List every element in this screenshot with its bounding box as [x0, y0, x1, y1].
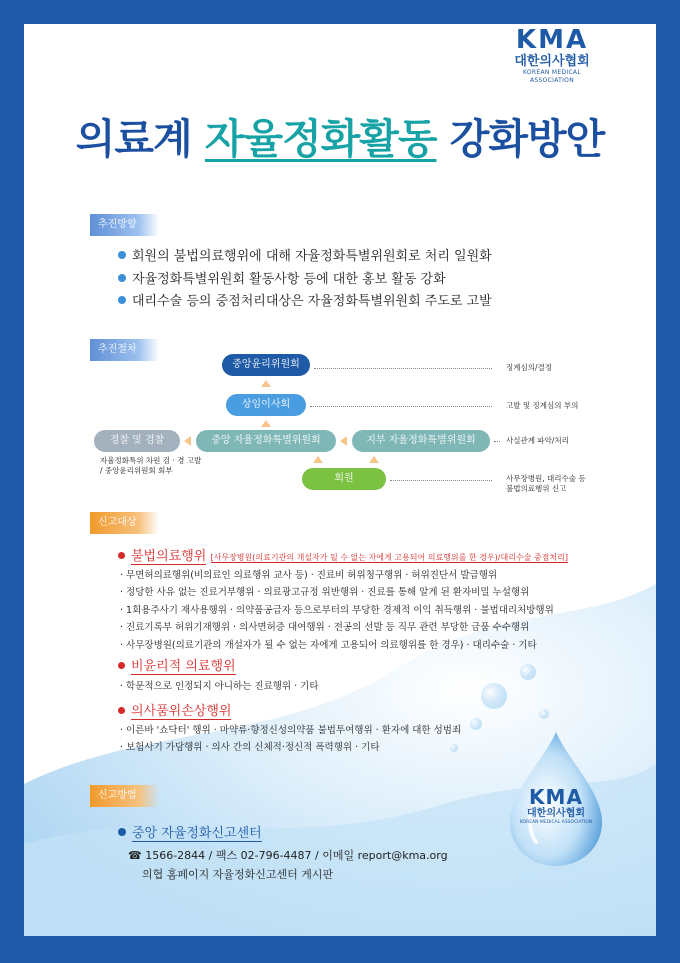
bullet-icon	[118, 251, 126, 259]
bullet-icon	[118, 828, 126, 836]
damage-items	[120, 722, 461, 757]
list-item: · 이른바 '쇼닥터' 행위 · 마약류·향정신성의약품 불법투여행위 · 환자에 대한 성범죄	[120, 725, 462, 736]
drop-logo-mark: KMA	[529, 785, 583, 809]
bubble	[520, 664, 536, 680]
bullet-icon	[118, 707, 125, 714]
bullet-icon	[118, 274, 126, 282]
list-item: · 무면허의료행위(비의료인 의료행위 교사 등) · 진료비 허위청구행위 · 허위진단서 발급행위	[120, 570, 498, 581]
illegal-heading: 불법의료행위 [사무장병원(의료기관의 개설자가 될 수 없는 자에게 고용되어 의료행위를 한 경우)/대리수술 중점처리]	[118, 548, 568, 567]
bullet-icon	[118, 296, 126, 304]
targets-tab: 신고대상	[90, 512, 159, 534]
unethical-heading: 비윤리적 의료행위	[118, 658, 236, 676]
list-item: · 학문적으로 인정되지 아니하는 진료행위 · 기타	[120, 681, 319, 692]
note-police: 자율정화특위 차원 검 · 경 고발 / 중앙윤리위원회 회부	[100, 456, 202, 475]
arrow-up-icon	[369, 456, 379, 463]
direction-list	[118, 246, 492, 314]
box-branch-committee: 지부 자율정화특별위원회	[352, 430, 490, 452]
method-tab: 신고방법	[90, 785, 159, 807]
list-item: · 보험사기 가담행위 · 의사 간의 신체적·정신적 폭력행위 · 기타	[120, 742, 380, 754]
title-highlight: 자율정화활동	[204, 115, 437, 163]
damage-heading: 의사품위손상행위	[118, 703, 231, 721]
arrow-left-icon	[340, 436, 347, 446]
report-center-heading: 중앙 자율정화신고센터	[118, 825, 262, 843]
title-part1: 의료계	[75, 115, 192, 163]
note-ethics: 징계심의/결정	[506, 363, 552, 372]
list-item: · 진료기록부 허위기재행위 · 의사면허증 대여행위 · 전공의 선발 등 직무 관련 부당한 금품 수수행위	[120, 622, 530, 634]
list-item: 대리수술 등의 중점처리대상은 자율정화특별위원회 주도로 고발	[118, 291, 492, 314]
illegal-items	[120, 567, 554, 654]
kma-logo	[500, 26, 604, 85]
list-item: · 1회용주사기 재사용행위 · 의약품공급자 등으로부터의 부당한 경제적 이익 취득행위 · 불법대리처방행위	[120, 604, 554, 616]
list-item: · 정당한 사유 없는 진료거부행위 · 의료광고규정 위반행위 · 진료를 통해 알게 된 환자비밀 누설행위	[120, 587, 530, 599]
connector-line	[494, 441, 500, 442]
note-board: 고발 및 징계심의 부의	[506, 401, 579, 410]
connector-line	[310, 406, 492, 407]
arrow-up-icon	[261, 420, 271, 427]
box-ethics-committee: 중앙윤리위원회	[222, 354, 310, 376]
bullet-icon	[118, 662, 125, 669]
bubble	[470, 718, 482, 730]
bullet-icon	[118, 552, 125, 559]
list-item: 자율정화특별위원회 활동사항 등에 대한 홍보 활동 강화	[118, 269, 492, 292]
bubble	[539, 709, 549, 719]
logo-name-en: KOREAN MEDICAL ASSOCIATION	[523, 69, 581, 84]
box-central-committee: 중앙 자율정화특별위원회	[196, 430, 336, 452]
direction-tab: 추진방향	[90, 214, 159, 236]
contact-info: ☎ 1566-2844 / 팩스 02-796-4487 / 이메일 report@kma.org	[128, 849, 448, 862]
web-board-info: 의협 홈페이지 자율정화신고센터 게시판	[142, 868, 334, 881]
arrow-left-icon	[184, 436, 191, 446]
list-item: · 사무장병원(의료기관의 개설자가 될 수 없는 자에게 고용되어 의료행위를 한 경우) · 대리수술 · 기타	[120, 639, 537, 651]
note-member: 사무장병원, 대리수술 등 불법의료행위 신고	[506, 474, 586, 493]
unethical-items	[120, 678, 319, 695]
drop-logo-text	[512, 786, 600, 826]
title-part2: 강화방안	[449, 115, 605, 163]
bubble	[481, 683, 507, 709]
arrow-up-icon	[313, 456, 323, 463]
procedure-tab: 추진절차	[90, 339, 159, 361]
logo-name-ko: 대한의사협회	[514, 54, 590, 69]
arrow-up-icon	[261, 380, 271, 387]
logo-mark: KMA	[515, 25, 589, 55]
note-branch: 사실관계 파악/처리	[506, 436, 569, 445]
connector-line	[390, 480, 492, 481]
box-member: 회원	[302, 468, 386, 490]
page-title	[0, 106, 680, 165]
box-police-prosecution: 경찰 및 검찰	[94, 430, 180, 452]
connector-line	[314, 368, 492, 369]
box-standing-board: 상임이사회	[226, 394, 306, 416]
list-item: 회원의 불법의료행위에 대해 자율정화특별위원회로 처리 일원화	[118, 246, 492, 269]
drop-logo-name-en: KOREAN MEDICAL ASSOCIATION	[519, 820, 593, 825]
drop-logo-name-ko: 대한의사협회	[527, 808, 585, 819]
